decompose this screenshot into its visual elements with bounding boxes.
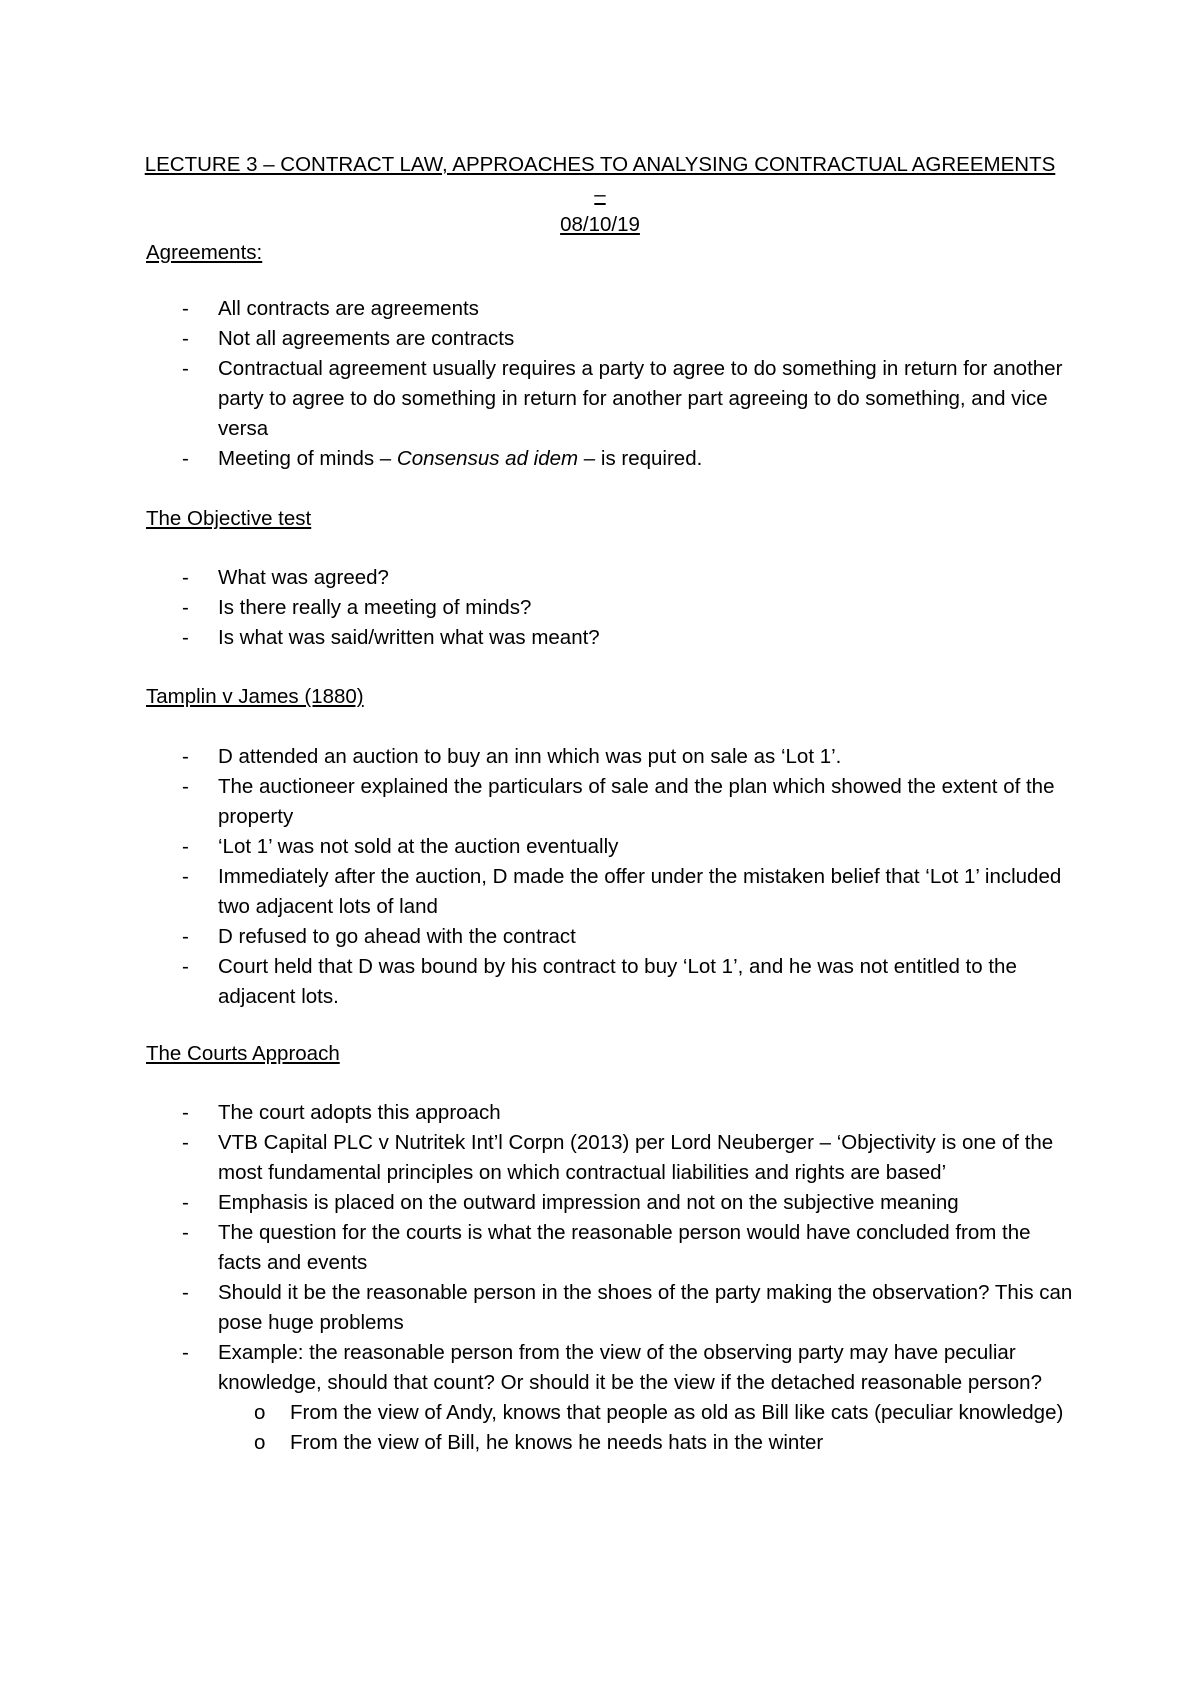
list-item: - Is there really a meeting of minds? [146, 593, 1076, 623]
dash-bullet: - [182, 1221, 189, 1244]
dash-bullet: - [182, 327, 189, 350]
list-item: - D attended an auction to buy an inn which was put on sale as ‘Lot 1’. [146, 742, 1076, 772]
dash-bullet: - [182, 865, 189, 888]
dash-bullet: - [182, 1281, 189, 1304]
sub-list-item: o From the view of Bill, he knows he needs hats in the winter [218, 1428, 1076, 1458]
list-item: - What was agreed? [146, 563, 1076, 593]
heading-courts-approach: The Courts Approach [146, 1042, 340, 1065]
dash-bullet: - [182, 297, 189, 320]
circle-bullet: o [254, 1431, 266, 1454]
dash-bullet: - [182, 626, 189, 649]
list-item: - The auctioneer explained the particulars of sale and the plan which showed the extent of the property [146, 772, 1076, 832]
list-item: - D refused to go ahead with the contract [146, 922, 1076, 952]
list-item: - Meeting of minds – Consensus ad idem – is required. [146, 444, 1076, 474]
title-line-1: LECTURE 3 – CONTRACT LAW, APPROACHES TO ANALYSING CONTRACTUAL AGREEMENTS – [144, 153, 1056, 206]
list-item: - Should it be the reasonable person in the shoes of the party making the observation? This can pose huge problems [146, 1278, 1076, 1338]
dash-bullet: - [182, 1191, 189, 1214]
agreements-list [146, 294, 1076, 474]
dash-bullet: - [182, 357, 189, 380]
circle-bullet: o [254, 1401, 266, 1424]
dash-bullet: - [182, 1101, 189, 1124]
page-title [140, 150, 1060, 240]
list-item: - Court held that D was bound by his contract to buy ‘Lot 1’, and he was not entitled to the adjacent lots. [146, 952, 1076, 1012]
list-item: - Not all agreements are contracts [146, 324, 1076, 354]
dash-bullet: - [182, 566, 189, 589]
list-item: - All contracts are agreements [146, 294, 1076, 324]
list-item: - The question for the courts is what the reasonable person would have concluded from the facts and events [146, 1218, 1076, 1278]
dash-bullet: - [182, 745, 189, 768]
dash-bullet: - [182, 596, 189, 619]
latin-term: Consensus ad idem [396, 447, 579, 470]
dash-bullet: - [182, 925, 189, 948]
title-line-2: 08/10/19 [560, 213, 640, 236]
courts-list [146, 1098, 1076, 1458]
list-item: - Immediately after the auction, D made the offer under the mistaken belief that ‘Lot 1’ included two adjacent lots of land [146, 862, 1076, 922]
objective-list [146, 563, 1076, 653]
dash-bullet: - [182, 955, 189, 978]
list-item: - Contractual agreement usually requires a party to agree to do something in return for another party to agree to do something in return for another part agreeing to do something, and vice versa [146, 354, 1076, 444]
dash-bullet: - [182, 775, 189, 798]
list-item: - ‘Lot 1’ was not sold at the auction eventually [146, 832, 1076, 862]
sub-list-item: o From the view of Andy, knows that people as old as Bill like cats (peculiar knowledge) [218, 1398, 1076, 1428]
heading-objective-test: The Objective test [146, 507, 312, 530]
dash-bullet: - [182, 1341, 189, 1364]
heading-tamplin-v-james: Tamplin v James (1880) [146, 685, 364, 708]
dash-bullet: - [182, 447, 189, 470]
dash-bullet: - [182, 835, 189, 858]
dash-bullet: - [182, 1131, 189, 1154]
list-item: - VTB Capital PLC v Nutritek Int’l Corpn (2013) per Lord Neuberger – ‘Objectivity is one of the most fundamental principles on which contractual liabilities and rights are based’ [146, 1128, 1076, 1188]
list-item: - Example: the reasonable person from the view of the observing party may have peculiar knowledge, should that count? Or should it be the view if the detached reasonable person? o From the view of Andy, knows that people as old as Bill like cats (peculiar knowledge) o From the view of Bill, he knows he needs hats in the winter [146, 1338, 1076, 1458]
heading-agreements: Agreements: [146, 241, 263, 264]
courts-sublist [218, 1398, 1076, 1458]
list-item: - The court adopts this approach [146, 1098, 1076, 1128]
list-item: - Emphasis is placed on the outward impression and not on the subjective meaning [146, 1188, 1076, 1218]
tamplin-list [146, 742, 1076, 1012]
list-item: - Is what was said/written what was meant? [146, 623, 1076, 653]
